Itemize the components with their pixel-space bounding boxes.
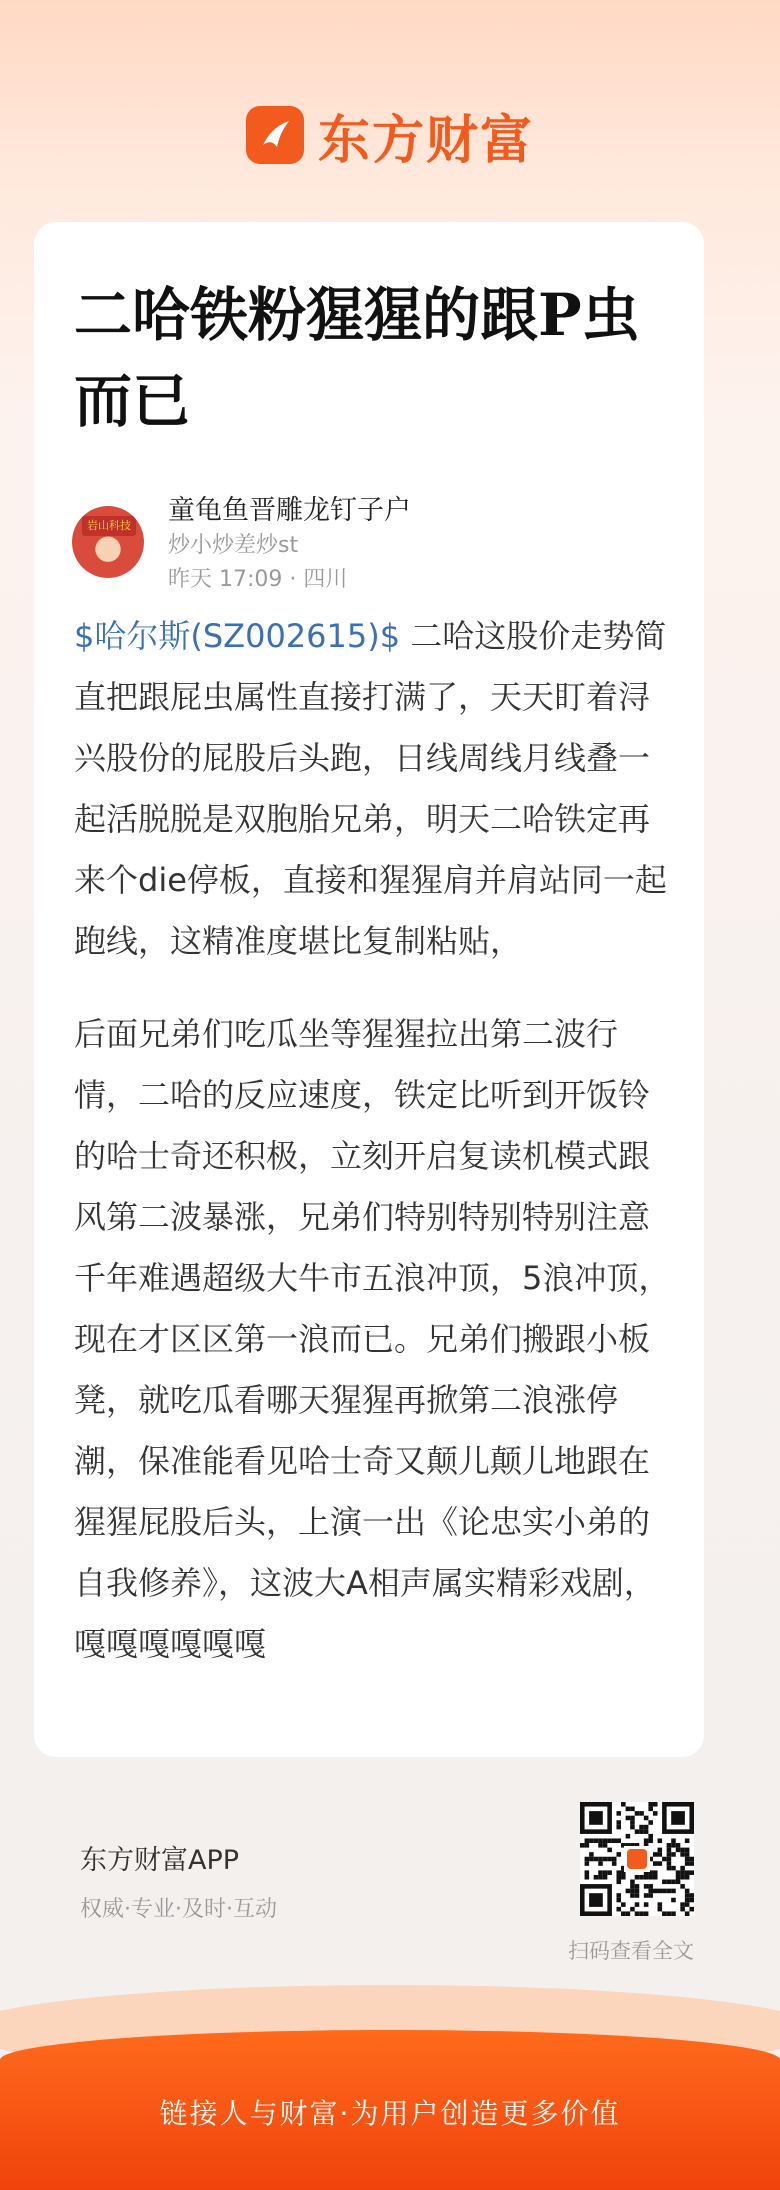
- footer-app-name: 东方财富APP: [80, 1845, 240, 1876]
- author-name[interactable]: 童龟鱼晋雕龙钉子户: [168, 495, 411, 526]
- post-content: [74, 606, 674, 1707]
- paragraph-2: 后面兄弟们吃瓜坐等猩猩拉出第二波行情，二哈的反应速度，铁定比听到开饭铃的哈士奇还积极，立刻开启复读机模式跟风第二波暴涨，兄弟们特别特别特别注意千年难遇超级大牛市五浪冲顶，5浪冲顶，现在才区区第一浪而已。兄弟们搬跟小板凳，就吃瓜看哪天猩猩再掀第二浪涨停潮，保准能看见哈士奇又颠儿颠儿地跟在猩猩屁股后头，上演一出《论忠实小弟的自我修养》，这波大A相声属实精彩戏剧，嘎嘎嘎嘎嘎嘎: [74, 1015, 671, 1663]
- author-block[interactable]: [72, 480, 672, 590]
- paragraph-1-text: 二哈这股价走势简直把跟屁虫属性直接打满了，天天盯着浔兴股份的屁股后头跑，日线周线月线叠一起活脱脱是双胞胎兄弟，明天二哈铁定再来个die停板，直接和猩猩肩并肩站同一起跑线，这精准度堪比复制粘贴，: [74, 617, 667, 960]
- qr-label: 扫码查看全文: [568, 1939, 694, 1963]
- paragraph-1: [74, 606, 674, 972]
- avatar[interactable]: [72, 506, 144, 578]
- post-meta: 昨天 17:09 · 四川: [168, 567, 348, 592]
- bottom-slogan: 链接人与财富·为用户创造更多价值: [159, 2097, 621, 2130]
- post-title: 二哈铁粉猩猩的跟P虫而已: [74, 281, 640, 435]
- eastmoney-logo-icon: [246, 106, 304, 164]
- author-subtitle: 炒小炒差炒st: [168, 533, 299, 558]
- avatar-banner: 岩山科技: [82, 516, 136, 536]
- brand-name: 东方财富: [317, 110, 534, 171]
- post-card: [34, 222, 704, 1757]
- qr-code[interactable]: [580, 1802, 694, 1916]
- brand-header: [0, 100, 780, 170]
- stock-tag-link[interactable]: $哈尔斯(SZ002615)$: [74, 617, 401, 655]
- footer-slogan: 权威·专业·及时·互动: [80, 1897, 277, 1922]
